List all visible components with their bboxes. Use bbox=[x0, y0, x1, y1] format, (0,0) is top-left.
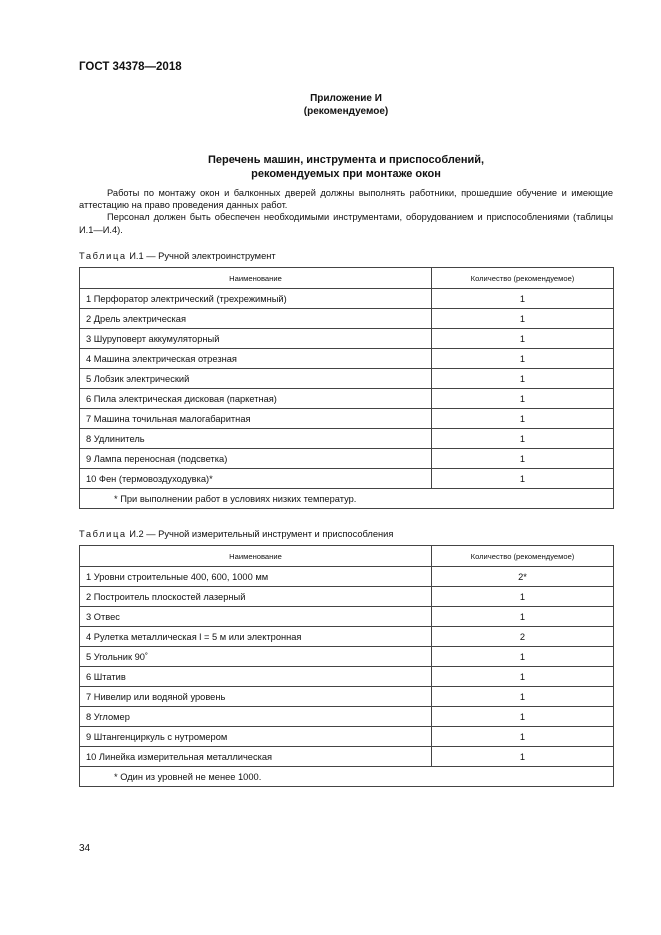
table-row bbox=[80, 349, 614, 369]
table-note-row bbox=[80, 489, 614, 509]
item-name: 2 Построитель плоскостей лазерный bbox=[80, 587, 432, 607]
table-1-caption bbox=[79, 251, 276, 261]
item-quantity: 1 bbox=[432, 707, 614, 727]
document-code: ГОСТ 34378—2018 bbox=[79, 61, 182, 73]
table-2-caption-text: И.2 — Ручной измерительный инструмент и приспособления bbox=[129, 529, 394, 539]
table-2-body bbox=[80, 567, 614, 767]
table-2-footnote: * Один из уровней не менее 1000. bbox=[80, 767, 614, 787]
table-1-footnote: * При выполнении работ в условиях низких температур. bbox=[80, 489, 614, 509]
column-header-quantity: Количество (рекомендуемое) bbox=[432, 268, 614, 289]
column-header-name: Наименование bbox=[80, 546, 432, 567]
table-row bbox=[80, 429, 614, 449]
table-row bbox=[80, 309, 614, 329]
table-header-row bbox=[80, 546, 614, 567]
table-row bbox=[80, 409, 614, 429]
item-name: 5 Лобзик электрический bbox=[80, 369, 432, 389]
intro-paragraph-2: Персонал должен быть обеспечен необходимыми инструментами, оборудованием и приспособлениями (таблицы И.1—И.4). bbox=[79, 212, 613, 235]
table-row bbox=[80, 747, 614, 767]
item-quantity: 1 bbox=[432, 409, 614, 429]
table-1 bbox=[79, 267, 614, 509]
item-name: 9 Лампа переносная (подсветка) bbox=[80, 449, 432, 469]
column-header-quantity: Количество (рекомендуемое) bbox=[432, 546, 614, 567]
item-name: 2 Дрель электрическая bbox=[80, 309, 432, 329]
table-row bbox=[80, 369, 614, 389]
item-quantity: 1 bbox=[432, 289, 614, 309]
table-row bbox=[80, 647, 614, 667]
item-name: 4 Машина электрическая отрезная bbox=[80, 349, 432, 369]
item-name: 10 Фен (термовоздуходувка)* bbox=[80, 469, 432, 489]
item-name: 7 Машина точильная малогабаритная bbox=[80, 409, 432, 429]
table-row bbox=[80, 687, 614, 707]
item-name: 1 Уровни строительные 400, 600, 1000 мм bbox=[80, 567, 432, 587]
item-quantity: 2* bbox=[432, 567, 614, 587]
item-name: 1 Перфоратор электрический (трехрежимный) bbox=[80, 289, 432, 309]
item-quantity: 1 bbox=[432, 349, 614, 369]
table-1-label: Таблица bbox=[79, 251, 127, 261]
item-name: 9 Штангенциркуль с нутромером bbox=[80, 727, 432, 747]
table-note-row bbox=[80, 767, 614, 787]
table-row bbox=[80, 727, 614, 747]
item-name: 10 Линейка измерительная металлическая bbox=[80, 747, 432, 767]
appendix-title: Приложение И bbox=[310, 93, 382, 104]
appendix-subtitle: (рекомендуемое) bbox=[303, 106, 389, 117]
intro-text bbox=[79, 187, 613, 236]
item-quantity: 1 bbox=[432, 329, 614, 349]
item-quantity: 1 bbox=[432, 429, 614, 449]
intro-paragraph-1: Работы по монтажу окон и балконных дверей должны выполнять работники, прошедшие обучение и имеющие аттестацию на право проведения данных работ. bbox=[79, 188, 613, 211]
item-name: 8 Удлинитель bbox=[80, 429, 432, 449]
table-row bbox=[80, 329, 614, 349]
table-header-row bbox=[80, 268, 614, 289]
item-name: 8 Угломер bbox=[80, 707, 432, 727]
appendix-header bbox=[79, 92, 613, 118]
table-row bbox=[80, 667, 614, 687]
item-quantity: 1 bbox=[432, 687, 614, 707]
table-row bbox=[80, 449, 614, 469]
item-quantity: 1 bbox=[432, 369, 614, 389]
item-quantity: 1 bbox=[432, 647, 614, 667]
item-quantity: 1 bbox=[432, 667, 614, 687]
table-row bbox=[80, 567, 614, 587]
section-title bbox=[79, 153, 613, 181]
table-row bbox=[80, 289, 614, 309]
item-quantity: 1 bbox=[432, 389, 614, 409]
item-quantity: 1 bbox=[432, 309, 614, 329]
item-quantity: 2 bbox=[432, 627, 614, 647]
item-quantity: 1 bbox=[432, 607, 614, 627]
column-header-name: Наименование bbox=[80, 268, 432, 289]
item-name: 5 Угольник 90˚ bbox=[80, 647, 432, 667]
item-quantity: 1 bbox=[432, 747, 614, 767]
item-name: 3 Отвес bbox=[80, 607, 432, 627]
table-row bbox=[80, 469, 614, 489]
table-2-caption bbox=[79, 529, 393, 539]
table-row bbox=[80, 587, 614, 607]
item-name: 6 Штатив bbox=[80, 667, 432, 687]
item-quantity: 1 bbox=[432, 587, 614, 607]
item-name: 4 Рулетка металлическая l = 5 м или электронная bbox=[80, 627, 432, 647]
table-row bbox=[80, 389, 614, 409]
item-name: 6 Пила электрическая дисковая (паркетная) bbox=[80, 389, 432, 409]
item-quantity: 1 bbox=[432, 469, 614, 489]
table-2-label: Таблица bbox=[79, 529, 127, 539]
item-quantity: 1 bbox=[432, 449, 614, 469]
table-1-body bbox=[80, 289, 614, 489]
table-row bbox=[80, 707, 614, 727]
table-row bbox=[80, 627, 614, 647]
page-number: 34 bbox=[79, 843, 91, 854]
section-title-line-1: Перечень машин, инструмента и приспособлений, bbox=[207, 154, 485, 166]
item-quantity: 1 bbox=[432, 727, 614, 747]
table-row bbox=[80, 607, 614, 627]
item-name: 7 Нивелир или водяной уровень bbox=[80, 687, 432, 707]
item-name: 3 Шуруповерт аккумуляторный bbox=[80, 329, 432, 349]
table-1-caption-text: И.1 — Ручной электроинструмент bbox=[129, 251, 276, 261]
section-title-line-2: рекомендуемых при монтаже окон bbox=[251, 168, 441, 180]
table-2 bbox=[79, 545, 614, 787]
